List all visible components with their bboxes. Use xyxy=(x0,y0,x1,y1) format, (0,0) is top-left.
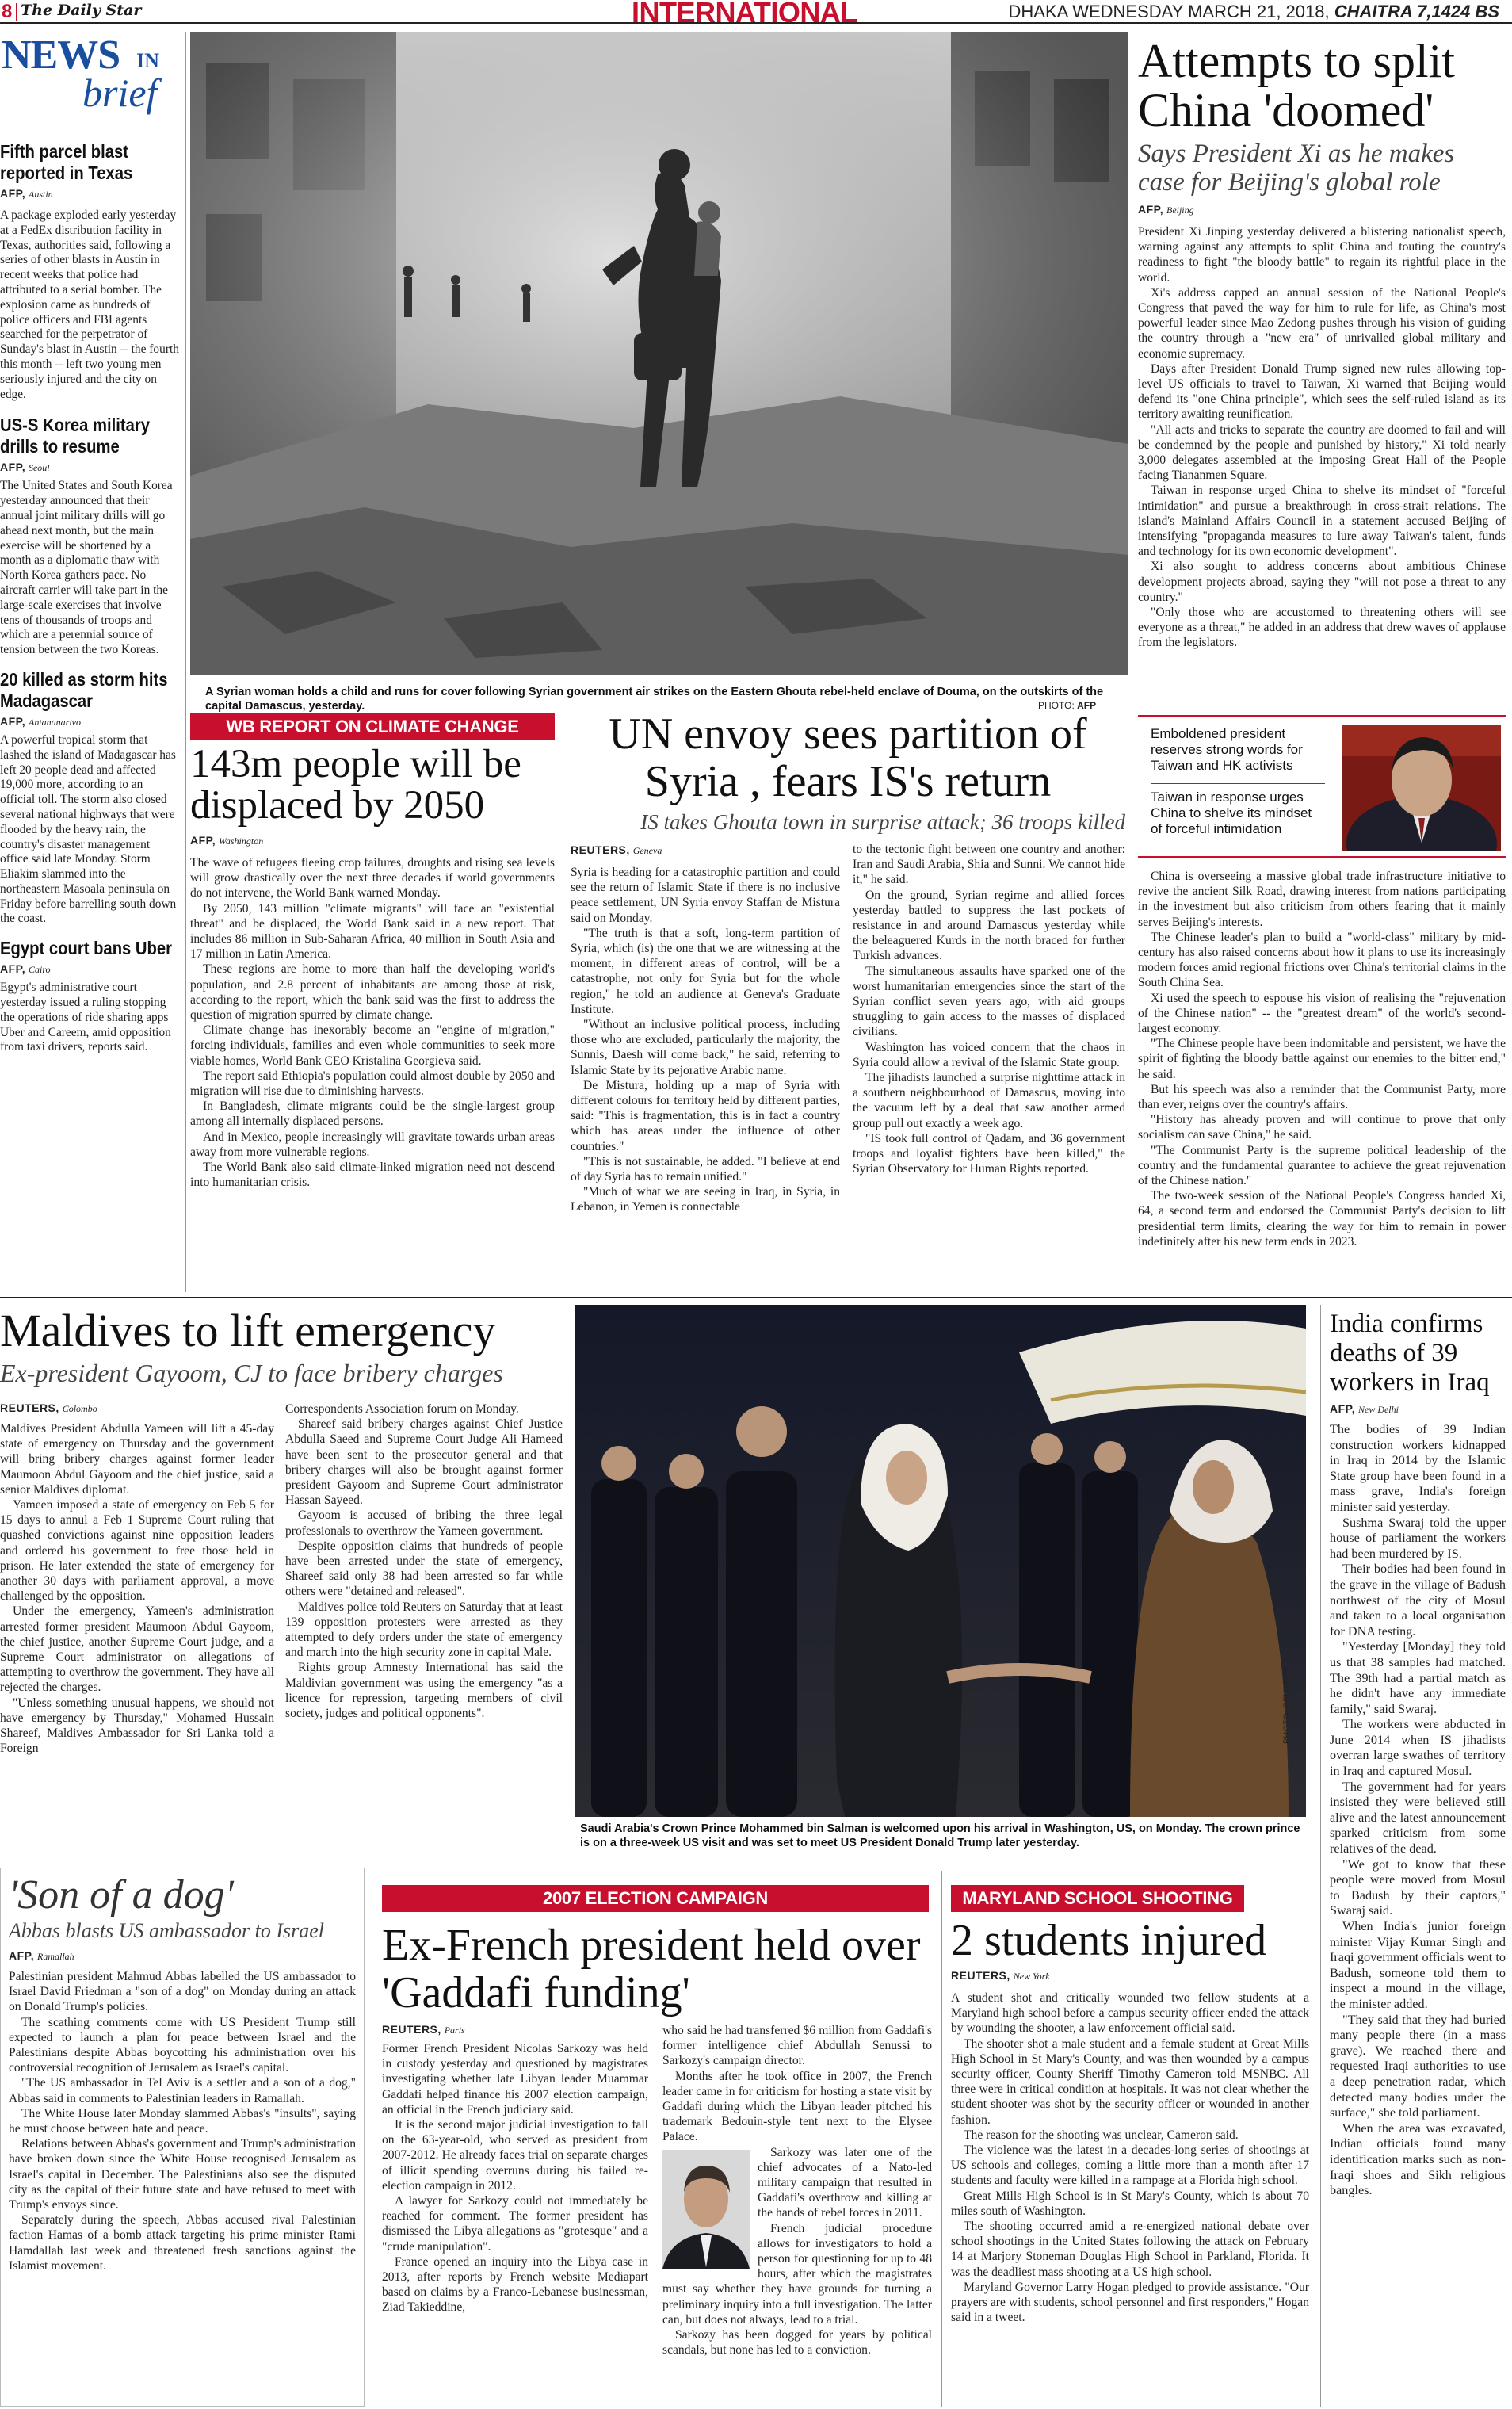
saudi-photo xyxy=(575,1305,1306,1817)
maldives-para: Gayoom is accused of bribing the three legal professionals to overthrow the Yameen government. xyxy=(285,1508,563,1538)
india-headline: India confirms deaths of 39 workers in Iraq xyxy=(1330,1310,1490,1397)
section-rule xyxy=(0,1297,1512,1298)
maldives-deck: Ex-president Gayoom, CJ to face bribery charges xyxy=(0,1359,503,1387)
climate-para: By 2050, 143 million "climate migrants" will face an "existential threat" and be displaced, the World Bank said in a new report. That includes 86 million in Sub-Saharan Africa, 40 million in South Asia and 17 million in Latin America. xyxy=(190,901,555,962)
maryland-kicker: MARYLAND SCHOOL SHOOTING xyxy=(951,1885,1244,1912)
syria-para: "Much of what we are seeing in Iraq, in Syria, in Lebanon, in Yemen is connectable xyxy=(571,1185,840,1214)
maryland-body xyxy=(951,1990,1309,2325)
syria-body-2 xyxy=(853,842,1125,1176)
sonofadog-para: Separately during the speech, Abbas accused rival Palestinian faction Hamas of a bomb attack targeting his prime minister Rami Hamdallah last week and threatened fresh sanctions against the Islamist movement. xyxy=(9,2213,356,2273)
syria-para: The jihadists launched a surprise nighttime attack in a southern neighbourhood of Damascus, moving into the vacuum left by a deal that saw another armed group pull out exactly a week ago. xyxy=(853,1071,1125,1130)
syria-para: to the tectonic fight between one country and another: Iran and Saudi Arabia, Shia and Sunni. We cannot hide it," he said. xyxy=(853,843,1125,887)
maldives-col-2 xyxy=(285,1401,563,1853)
saudi-photo-image xyxy=(575,1305,1306,1817)
india-body xyxy=(1330,1422,1506,2199)
syria-photo-image xyxy=(190,32,1128,675)
brief-logo xyxy=(0,32,181,127)
india-para: Their bodies had been found in the grave in the village of Badush northwest of the city of Mosul and taken to a local organisation for DNA testing. xyxy=(1330,1562,1506,1639)
brief-logo-news: NEWS xyxy=(2,33,120,78)
climate-article xyxy=(190,713,555,1292)
maryland-para: The reason for the shooting was unclear, Cameron said. xyxy=(964,2128,1239,2142)
xi-portrait xyxy=(1342,725,1501,851)
sarkozy-para: Former French President Nicolas Sarkozy was held in custody yesterday and questioned by magistrates investigating whether late Libyan leader Muammar Gaddafi helped finance his 2007 election campaign, an official in the French judiciary said. xyxy=(382,2042,648,2116)
china-para: President Xi Jinping yesterday delivered a blistering nationalist speech, warning against any attempts to split China and touting the country's readiness to fight "the bloody battle" to regain its rightful place in the world. xyxy=(1138,225,1506,285)
sarkozy-para: French judicial procedure allows for investigators to hold a person for questioning for up to 48 hours, after which the magistrates must say whether they have grounds for turning a preliminary inquiry into a full investigation. The latter can, but does not always, lead to a trial. xyxy=(662,2221,932,2327)
column-rule xyxy=(941,1871,942,2407)
syria-col-2 xyxy=(853,842,1125,1292)
masthead-divider xyxy=(16,3,17,21)
china-article-cont xyxy=(1138,869,1506,1289)
india-para: When India's junior foreign minister Vijay Kumar Singh and Iraqi government officials went to Badush, someone told them to inspect a mound in the village, the minister added. xyxy=(1330,1919,1506,2011)
sarkozy-para: Months after he took office in 2007, the French leader came in for criticism for hosting a state visit by Gaddafi during which the Libyan leader pitched his trademark Bedouin-style tent next to the Elysee Palace. xyxy=(662,2069,932,2144)
dateline: DHAKA WEDNESDAY MARCH 21, 2018, CHAITRA 7,1424 BS xyxy=(1008,2,1499,21)
section-title: INTERNATIONAL xyxy=(632,0,857,29)
maldives-para: Rights group Amnesty International has said the Maldivian government was using the emergency "as a licence for repression, targeting members of civil society, judges and political opponents". xyxy=(285,1661,563,1721)
syria-para: "IS took full control of Qadam, and 36 government troops and loyalist fighters have been killed," the Syrian Observatory for Human Rights reported. xyxy=(853,1131,1125,1176)
brief-headline: 20 killed as storm hits Madagascar xyxy=(0,668,168,711)
sarkozy-body-1 xyxy=(382,2041,648,2315)
brief-headline: US-S Korea military drills to resume xyxy=(0,415,150,457)
saudi-photo-credit: PHOTO: REUTERS xyxy=(1282,1666,1292,1744)
maryland-byline: REUTERS, New York xyxy=(951,1969,1050,1982)
sarkozy-para: Sarkozy was later one of the chief advocates of a Nato-led military campaign that resulted in Gaddafi's overthrow and killing at the hands of rebel forces in 2011. xyxy=(758,2145,932,2220)
china-pullquote-1: Emboldened president reserves strong words for Taiwan and HK activists xyxy=(1151,726,1303,773)
india-article xyxy=(1330,1310,1506,2407)
india-para: The workers were abducted in June 2014 when IS jihadists overran large swathes of territory in Iraq and captured Mosul. xyxy=(1330,1717,1506,1779)
sarkozy-portrait xyxy=(662,2150,750,2269)
sonofadog-para: Relations between Abbas's government and Trump's administration have broken down since the White House recognised Jerusalem as Israel's capital in December. The Palestinians also see the disputed city as the capital of their future state and have refused to meet with Trump's envoys since. xyxy=(9,2137,356,2212)
brief-logo-in: IN xyxy=(136,49,159,72)
brief-item xyxy=(0,938,181,1055)
sonofadog-byline: AFP, Ramallah xyxy=(9,1949,74,1962)
climate-byline: AFP, Washington xyxy=(190,834,264,847)
india-para: The bodies of 39 Indian construction workers kidnapped in Iraq in 2014 by the Islamic State group have been found in a mass grave, India's foreign minister said yesterday. xyxy=(1330,1422,1506,1514)
china-deck: Says President Xi as he makes case for Beijing's global role xyxy=(1138,140,1455,197)
india-para: The government had for years insisted they were believed still alive and the latest announcement sparked criticism from some relatives of the dead. xyxy=(1330,1779,1506,1856)
syria-para: De Mistura, holding up a map of Syria with different colours for territory held by different parties, said: "This is fragmentation, this is in fact a country which has areas under the influence of other countries." xyxy=(571,1078,840,1153)
syria-byline: REUTERS, Geneva xyxy=(571,843,662,856)
masthead xyxy=(0,0,1512,29)
column-rule xyxy=(185,32,186,1292)
climate-body xyxy=(190,855,555,1190)
maldives-col-1 xyxy=(0,1401,274,1853)
pullquote-divider xyxy=(1151,783,1325,784)
sarkozy-para: It is the second major judicial investigation to fall on the 63-year-old, who served as president from 2007-2012. He already faces trial on separate charges of illicit spending overruns during his failed re-election campaign in 2012. xyxy=(382,2118,648,2193)
china-para: But his speech was also a reminder that the Communist Party, more than ever, reigns over the country's affairs. xyxy=(1138,1082,1506,1112)
syria-para: "Without an inclusive political process, including those who are excluded, particularly the majority, the Sunnis, Daesh will come back," he said, referring to Islamic State by its pejorative Arabic name. xyxy=(571,1018,840,1077)
china-para: China is overseeing a massive global trade infrastructure initiative to revive the ancient Silk Road, drawing interest from nations participating in the investment but also criticism from others fearing that it mainly serves Beijing's interests. xyxy=(1138,870,1506,929)
sonofadog-body xyxy=(9,1969,356,2273)
syria-headline: UN envoy sees partition of Syria , fears IS's return xyxy=(609,709,1087,806)
brief-logo-brief: brief xyxy=(82,71,158,115)
china-para: "The Chinese people have been indomitable and persistent, we have the spirit of fighting the bloody battle against our enemies to the bitter end," he said. xyxy=(1138,1037,1506,1081)
maldives-para: Under the emergency, Yameen's administration arrested former president Maumoon Abdul Gayoom, the chief justice, another Supreme Court judge, and a Supreme Court administrator on allegations of attempting to overthrow the government. They have all rejected the charges. xyxy=(0,1604,274,1695)
syria-para: On the ground, Syrian regime and allied forces yesterday battled to suppress the last pockets of resistance in and around Damascus yesterday while the beleaguered Kurds in the north braced for further Turkish advances. xyxy=(853,888,1125,963)
china-body-2 xyxy=(1138,869,1506,1249)
syria-col-1 xyxy=(571,842,840,1292)
sonofadog-headline: 'Son of a dog' xyxy=(9,1872,234,1918)
brief-item xyxy=(0,141,181,402)
india-byline: AFP, New Delhi xyxy=(1330,1402,1399,1415)
climate-para: The World Bank also said climate-linked migration need not descend into humanitarian crisis. xyxy=(190,1161,555,1190)
brief-text: A powerful tropical storm that lashed the island of Madagascar has left 20 people dead and affected 19,000 more, according to an official toll. The storm also closed several national highways that were flooded by the heavy rain, the country's disaster management office said late Monday. Storm Eliakim slammed into the northeastern Masoala peninsula on Friday before barrelling south down the coast. xyxy=(0,732,177,926)
china-headline: Attempts to split China 'doomed' xyxy=(1138,36,1456,136)
china-para: "Only those who are accustomed to threatening others will see everyone as a threat," he added in an address that drew waves of applause from the legislators. xyxy=(1138,606,1506,650)
sarkozy-byline: REUTERS, Paris xyxy=(382,2023,465,2036)
maldives-para: Correspondents Association forum on Monday. xyxy=(285,1402,519,1416)
maldives-para: "Unless something unusual happens, we should not have emergency by Thursday," Mohamed Hussain Shareef, Maldives Ambassador for Sri Lanka told a Foreign xyxy=(0,1696,274,1756)
china-para: Xi's address capped an annual session of the National People's Congress that paved the way for him to rule for life, as China's most powerful leader since Mao Zedong pushes through his vision of guiding the country through a "new era" of unrivalled global military and economic supremacy. xyxy=(1138,285,1506,361)
byline: AFP, Austin xyxy=(0,187,53,200)
climate-para: And in Mexico, people increasingly will gravitate towards urban areas away from more vulnerable regions. xyxy=(190,1130,555,1159)
maldives-head xyxy=(0,1306,578,1387)
maldives-para: Maldives police told Reuters on Saturday that at least 139 opposition protesters were arrested as they attempted to defy orders under the state of emergency and march into the high security zone in capital Male. xyxy=(285,1600,563,1660)
china-pullquote-2: Taiwan in response urges China to shelve its mindset of forceful intimidation xyxy=(1151,790,1312,836)
syria-para: Washington has voiced concern that the chaos in Syria could allow a revival of the Islamic State group. xyxy=(853,1040,1125,1069)
china-para: Days after President Donald Trump signed new rules allowing top-level US officials to travel to Taiwan, Xi warned that Beijing would defend its "one China principle", which sees the self-ruled island as its territory awaiting reunification. xyxy=(1138,361,1506,422)
syria-body-1 xyxy=(571,865,840,1215)
sarkozy-para: France opened an inquiry into the Libya case in 2013, after reports by French website Mediapart based on claims by a Franco-Lebanese businessman, Ziad Takieddine, xyxy=(382,2254,648,2315)
sarkozy-headline: Ex-French president held over 'Gaddafi funding' xyxy=(382,1921,921,2017)
syria-para: "This is not sustainable, he added. "I believe at end of day Syria has to remain unified." xyxy=(571,1154,840,1184)
china-body-1 xyxy=(1138,224,1506,651)
india-para: Sushma Swaraj told the upper house of parliament the workers had been murdered by IS. xyxy=(1330,1515,1506,1561)
byline: AFP, Seoul xyxy=(0,461,50,474)
syria-article-head xyxy=(571,710,1125,834)
sarkozy-para: A lawyer for Sarkozy could not immediately be reached for comment. The former president has dismissed the Libya allegations as "grotesque" and a "crude manipulation". xyxy=(382,2194,648,2254)
maldives-body-2 xyxy=(285,1401,563,1721)
sarkozy-col-2 xyxy=(662,2023,932,2407)
china-para: Taiwan in response urged China to shelve its mindset of "forceful intimidation" and pursue a breakthrough in cross-strait relations. The island's Mainland Affairs Council in a statement accused Beijing of intensifying "propaganda measures to lure away Taiwan's talent, funds and technology for its own economic development". xyxy=(1138,484,1506,559)
brief-item xyxy=(0,669,181,927)
maryland-para: Maryland Governor Larry Hogan pledged to provide assistance. "Our prayers are with students, school personnel and first responders," Hogan said in a tweet. xyxy=(951,2280,1309,2325)
column-rule xyxy=(1320,1305,1321,2407)
climate-para: Climate change has inexorably become an "engine of migration," forcing individuals, families and even whole communities to seek more viable homes, World Bank CEO Kristalina Georgieva said. xyxy=(190,1023,555,1068)
brief-headline: Fifth parcel blast reported in Texas xyxy=(0,141,133,183)
climate-kicker: WB REPORT ON CLIMATE CHANGE xyxy=(190,713,555,740)
syria-para: Syria is heading for a catastrophic partition and could see the return of Islamic State if there is no inclusive peace settlement, UN Syria envoy Staffan de Mistura said on Monday. xyxy=(571,866,840,925)
syria-photo-caption: A Syrian woman holds a child and runs for cover following Syrian government air strikes on the Eastern Ghouta rebel-held enclave of Douma, on the outskirts of the capital Damascus, yesterday. xyxy=(205,686,1104,713)
brief-headline: Egypt court bans Uber xyxy=(0,938,173,959)
maryland-para: Great Mills High School is in St Mary's County, which is about 70 miles south of Washington. xyxy=(951,2189,1309,2218)
maldives-para: Yameen imposed a state of emergency on Feb 5 for 15 days to annul a Feb 1 Supreme Court ruling that quashed convictions against nine opposition leaders and ordered his government to free those held in prison. He later extended the state of emergency for another 30 days with parliament approval, a move challenged by the opposition. xyxy=(0,1498,274,1604)
china-para: The two-week session of the National People's Congress handed Xi, 64, a second term and endorsed the Communist Party's decision to lift presidential term limits, clearing the way for him to remain in power indefinitely after his new term ends in 2023. xyxy=(1138,1189,1506,1248)
brief-text: Egypt's administrative court yesterday issued a ruling stopping the operations of ride sharing apps Uber and Careem, amid opposition from taxi drivers, reports said. xyxy=(0,981,171,1054)
maryland-para: The shooter shot a male student and a female student at Great Mills High School in St Mary's County, and was then wounded by a campus security officer, County Sheriff Timothy Cameron told MSNBC. All three were in critical condition at hospitals. It was not clear whether the student shooter was shot by the security officer or wounded in another fashion. xyxy=(951,2036,1309,2127)
climate-headline: 143m people will be displaced by 2050 xyxy=(190,742,521,828)
brief-text: A package exploded early yesterday at a FedEx distribution facility in Texas, authorities said, following a series of other blasts in Austin in recent weeks that police had attributed to a serial bomber. The explosion came as hundreds of police officers and FBI agents searched for the perpetrator of Sunday's blast in Austin -- the fourth this month -- left two young men seriously injured and the city on edge. xyxy=(0,208,179,401)
maldives-byline: REUTERS, Colombo xyxy=(0,1401,97,1414)
climate-para: In Bangladesh, climate migrants could be the single-largest group among all internally displaced persons. xyxy=(190,1099,555,1129)
climate-para: The report said Ethiopia's population could almost double by 2050 and migration will rise due to diminishing harvests. xyxy=(190,1069,555,1099)
china-para: Xi also sought to address concerns about ambitious Chinese development projects abroad, saying they "will not pose a threat to any country." xyxy=(1138,560,1506,604)
syria-para: "The truth is that a soft, long-term partition of Syria, which (is) the one that we are witnessing at the moment, in different areas of control, will be a catastrophe, not only for Syria but for the whole region," he told an audience at Geneva's Graduate Institute. xyxy=(571,926,840,1016)
sonofadog-article xyxy=(0,1868,365,2407)
sarkozy-para: who said he had transferred $6 million from Gaddafi's former intelligence chief Abdullah Senussi to Sarkozy's campaign director. xyxy=(662,2024,932,2068)
byline: AFP, Cairo xyxy=(0,962,51,976)
sarkozy-body-2a xyxy=(662,2023,932,2145)
syria-deck: IS takes Ghouta town in surprise attack; 36 troops killed xyxy=(640,810,1125,834)
india-para: "Yesterday [Monday] they told us that 38 samples had matched. The 39th had a partial match as he didn't have any immediate family," said Swaraj. xyxy=(1330,1639,1506,1716)
china-para: "The Communist Party is the supreme political leadership of the country and the fundamental guarantee to achieve the great rejuvenation of the Chinese nation." xyxy=(1138,1143,1506,1188)
china-byline: AFP, Beijing xyxy=(1138,203,1194,216)
sonofadog-deck: Abbas blasts US ambassador to Israel xyxy=(9,1919,324,1942)
china-para: "History has already proven and will continue to prove that only socialism can save China," he said. xyxy=(1138,1113,1506,1142)
china-pullquote-box xyxy=(1138,715,1506,858)
maryland-article xyxy=(951,1885,1309,2407)
sarkozy-col-1 xyxy=(382,2023,648,2407)
maryland-para: A student shot and critically wounded two fellow students at a Maryland high school before a campus security officer ended the attack by wounding the shooter, a law enforcement official said. xyxy=(951,1991,1309,2036)
sonofadog-para: The scathing comments come with US President Trump still expected to launch a plan for peace between Israel and the Palestinians despite Abbas boycotting his administration over his controversial recognition of Jerusalem as Israel's capital. xyxy=(9,2015,356,2075)
maryland-para: The violence was the latest in a decades-long series of shootings at US schools and colleges, coming a little more than a month after 17 students and faculty were killed in a rampage at a Florida high school. xyxy=(951,2143,1309,2188)
maldives-body-1 xyxy=(0,1421,274,1756)
paper-name: The Daily Star xyxy=(21,2,142,19)
china-para: Xi used the speech to espouse his vision of realising the "rejuvenation of the Chinese nation" -- the "greatest dream" of the world's second-largest economy. xyxy=(1138,991,1506,1036)
maldives-para: Maldives President Abdulla Yameen will lift a 45-day state of emergency on Thursday and the government will bring bribery charges against former leader Maumoon Abdul Gayoom and the chief justice, said a senior Maldives diplomat. xyxy=(0,1422,274,1497)
india-para: When the area was excavated, Indian officials found many identification marks such as non-Iraqi shoes and Sikh religious bangles. xyxy=(1330,2120,1506,2198)
syria-photo-credit: PHOTO: AFP xyxy=(1038,700,1097,711)
brief-text: The United States and South Korea yesterday announced that their annual joint military drills will go ahead next month, but the main exercise will be shortened by a month as a diplomatic thaw with North Korea gathers pace. No aircraft carrier will take part in the large-scale exercises that involve tens of thousands of troops and which are a perennial source of tension between the two Koreas. xyxy=(0,479,173,657)
maldives-para: Shareef said bribery charges against Chief Justice Abdulla Saeed and Supreme Court Judge Ali Hameed have been sent to the prosecutor general and that bribery charges will also be brought against former president Gayoom and Supreme Court administrator Hassan Sayeed. xyxy=(285,1417,563,1508)
india-para: "We got to know that these people were moved from Mosul to Badush by their captors," Swaraj said. xyxy=(1330,1856,1506,1918)
sarkozy-head xyxy=(382,1885,929,2017)
byline: AFP, Antananarivo xyxy=(0,714,81,728)
maryland-headline: 2 students injured xyxy=(951,1916,1267,1965)
maldives-headline: Maldives to lift emergency xyxy=(0,1305,496,1356)
maryland-para: The shooting occurred amid a re-energized national debate over school shootings in the United States following the attack on February 14 at Marjory Stoneman Douglas High School in Parkland, Florida. It was the deadliest mass shooting at a US high school. xyxy=(951,2220,1309,2279)
sarkozy-kicker: 2007 ELECTION CAMPAIGN xyxy=(382,1885,929,1912)
china-para: "All acts and tricks to separate the country are doomed to fail and will be condemned by the people and punished by history," Xi told nearly 3,000 delegates assembled at the imposing Great Hall of the People facing Tiananmen Square. xyxy=(1138,423,1506,483)
brief-item xyxy=(0,415,181,658)
india-para: "They said that they had buried many people there (in a mass grave). We reached there and requested Iraqi authorities to use a deep penetration radar, which detected many bodies under the surface," she told parliament. xyxy=(1330,2012,1506,2120)
page-number: 8 xyxy=(2,1,13,22)
news-in-brief xyxy=(0,32,181,1284)
sonofadog-para: The White House later Monday slammed Abbas's "insults", saying he must choose between hate and peace. xyxy=(9,2106,356,2136)
sonofadog-para: "The US ambassador in Tel Aviv is a settler and a son of a dog," Abbas said in comments to Palestinian leaders in Ramallah. xyxy=(9,2076,356,2105)
climate-para: The wave of refugees fleeing crop failures, droughts and rising sea levels will grow drastically over the next three decades if world governments do not intervene, the World Bank warned Monday. xyxy=(190,856,555,901)
climate-para: These regions are home to more than half the developing world's population, and 2.8 percent of inhabitants are among those at risk, according to the report, which the bank said was the first to address the question of migration spurred by climate change. xyxy=(190,962,555,1023)
saudi-photo-caption: Saudi Arabia's Crown Prince Mohammed bin Salman is welcomed upon his arrival in Washington, US, on Monday. The crown prince is on a three-week US visit and was set to meet US President Donald Trump later yesterday. xyxy=(580,1822,1300,1849)
syria-para: The simultaneous assaults have sparked one of the worst humanitarian emergencies since the start of the Syrian conflict seven years ago, with aid groups struggling to gain access to the masses of displaced civilians. xyxy=(853,964,1125,1039)
sonofadog-para: Palestinian president Mahmud Abbas labelled the US ambassador to Israel David Friedman a "son of a dog" on Monday during an attack on Donald Trump's policies. xyxy=(9,1970,356,2014)
maldives-para: Despite opposition claims that hundreds of people have been arrested under the state of emergency, Shareef said only 38 had been arrested so far while others were "detained and released". xyxy=(285,1539,563,1599)
sarkozy-para: Sarkozy has been dogged for years by political scandals, but none has led to a conviction. xyxy=(662,2328,932,2357)
china-para: The Chinese leader's plan to build a "world-class" military by mid-century has also raised concerns about how it plans to use its increasingly modern forces amid regional frictions over China's territorial claims in the South China Sea. xyxy=(1138,930,1506,990)
syria-photo xyxy=(190,32,1128,675)
